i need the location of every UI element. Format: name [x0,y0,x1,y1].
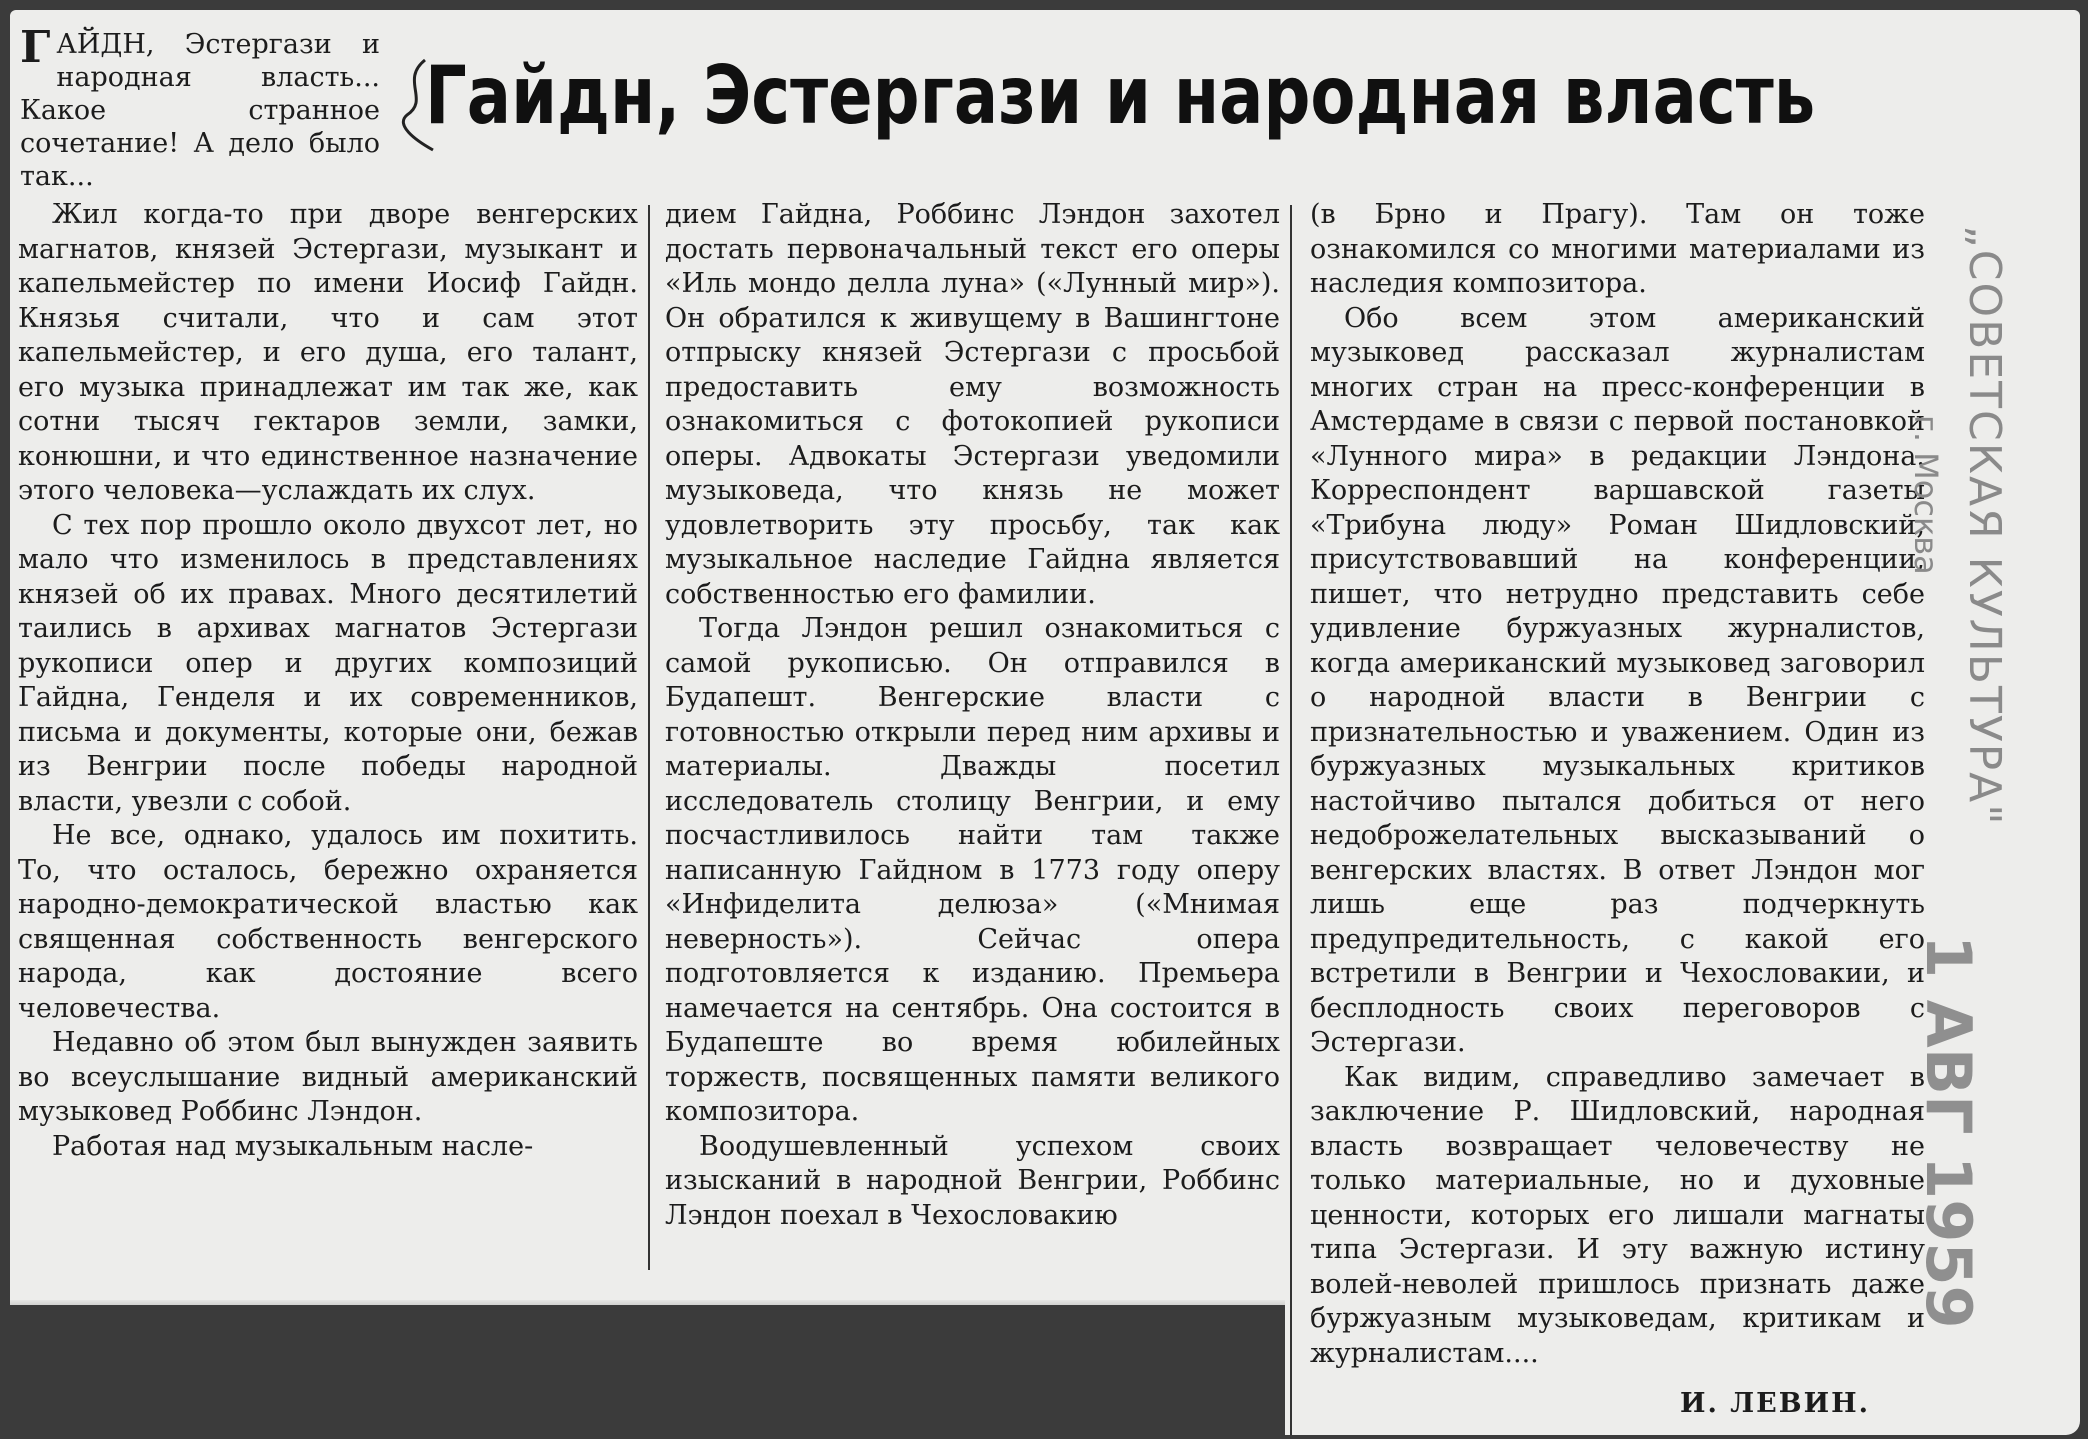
stamp-city: г. Москва [1907,415,1945,575]
author-signature: И. ЛЕВИН. [1680,1388,1871,1419]
intro-paragraph [20,22,380,193]
article-column-3 [1310,198,1925,1371]
paragraph: Обо всем этом американский музыковед рассказал журналистам многих стран на пресс-конференции в Амстердаме в связи с первой постановкой «Лунного мира» в редакции Лэндона. Корреспондент варшавской газеты «Трибуна люду» Роман Шидловский, присутствовавший на конференции, пишет, что нетрудно представить себе удивление буржуазных журналистов, когда американский музыковед заговорил о народной власти в Венгрии с признательностью и уважением. Один из буржуазных музыкальных критиков настойчиво пытался добиться от него недоброжелательных высказываний о венгерских властях. В ответ Лэндон мог лишь еще раз подчеркнуть предупредительность, с какой его встретили в Венгрии и Чехословакии, и бесплодность своих переговоров с Эстергази. [1310,302,1925,1058]
paragraph: Жил когда-то при дворе венгерских магнатов, князей Эстергази, музыкант и капельмейстер по имени Иосиф Гайдн. Князья считали, что и сам этот капельмейстер, и его душа, его талант, его музыка принадлежат им так же, как сотни тысяч гектаров земли, замки, конюшни, и что единственное назначение этого человека—услаждать их слух. [18,199,638,506]
drop-cap: Г [20,22,51,73]
article-column-2 [665,198,1280,1233]
column-rule-2 [1290,205,1292,1435]
paragraph: Недавно об этом был вынужден заявить во всеуслышание видный американский музыковед Роббинс Лэндон. [18,1027,638,1127]
paragraph: Как видим, справедливо замечает в заключение Р. Шидловский, народная власть возвращает человечеству не только материальные, но и духовные ценности, которых его лишали магнаты типа Эстергази. И эту важную истину волей-неволей пришлось признать даже буржуазным музыковедам, критикам и журналистам.... [1310,1061,1925,1369]
background-area [0,1305,1285,1439]
paragraph: Воодушевленный успехом своих изысканий в народной Венгрии, Роббинс Лэндон поехал в Чехословакию [665,1130,1280,1231]
paragraph: Не все, однако, удалось им похитить. То, что осталось, бережно охраняется народно-демократической властью как священная собственность венгерского народа, как достояние всего человечества. [18,820,638,1024]
article-column-1 [18,198,638,1164]
paragraph: С тех пор прошло около двухсот лет, но мало что изменилось в представлениях князей об их правах. Много десятилетий таились в архивах магнатов Эстергази рукописи опер и других композиций Гайдна, Генделя и их современников, письма и документы, которые они, бежав из Венгрии после победы народной власти, увезли с собой. [18,509,638,817]
paragraph: (в Брно и Прагу). Там он тоже ознакомился со многими материалами из наследия композитора. [1310,199,1925,299]
intro-text: АЙДН, Эстергази и народная власть... Какое странное сочетание! А дело было так... [20,29,380,192]
article-headline: Гайдн, Эстергази и народная власть [425,49,1816,142]
paragraph: Тогда Лэндон решил ознакомиться с самой рукописью. Он отправился в Будапешт. Венгерские власти с готовностью открыли перед ним архивы и материалы. Дважды посетил исследователь столицу Венгрии, и ему посчастливилось найти там также написанную Гайдном в 1773 году оперу «Инфиделита делюза» («Мнимая неверность»). Сейчас опера подготовляется к изданию. Премьера намечается на сентябрь. Она состоится в Будапеште во время юбилейных торжеств, посвященных памяти великого композитора. [665,613,1280,1127]
paragraph: дием Гайдна, Роббинс Лэндон захотел достать первоначальный текст его оперы «Иль мондо делла луна» («Лунный мир»). Он обратился к живущему в Вашингтоне отпрыску князей Эстергази с просьбой предоставить ему возможность ознакомиться с фотокопией рукописи оперы. Адвокаты Эстергази уведомили музыковеда, что князь не может удовлетворить эту просьбу, так как музыкальное наследие Гайдна является собственностью его фамилии. [665,199,1280,610]
paragraph: Работая над музыкальным насле- [52,1130,534,1162]
stamp-newspaper-name: „СОВЕТСКАЯ КУЛЬТУРА" [1959,225,2010,827]
stamp-date: 1 АВГ 1959 [1912,935,1985,1329]
column-rule-1 [648,205,650,1270]
